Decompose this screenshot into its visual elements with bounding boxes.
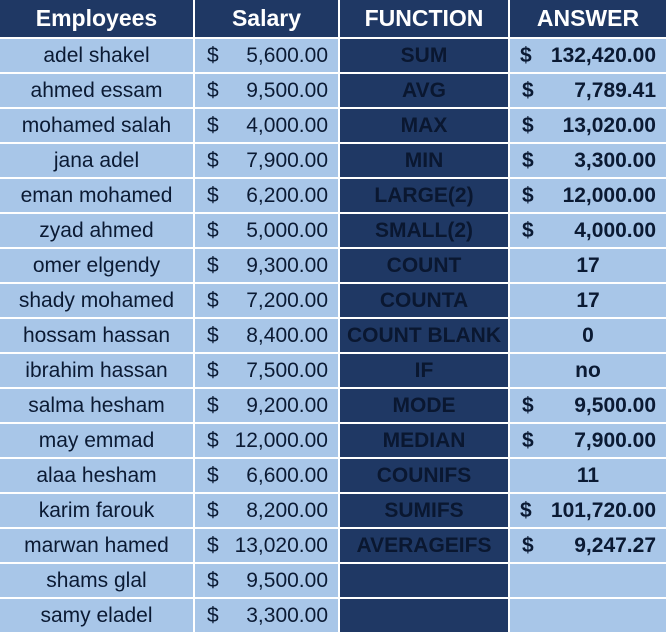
header-answer[interactable]: ANSWER xyxy=(510,0,668,39)
header-function[interactable]: FUNCTION xyxy=(340,0,510,39)
answer-value: 9,247.27 xyxy=(574,533,656,557)
salary-cell[interactable] xyxy=(195,144,340,179)
answer-cell[interactable] xyxy=(510,284,668,319)
employee-name-cell[interactable]: samy eladel xyxy=(0,599,195,634)
salary-cell[interactable] xyxy=(195,599,340,634)
header-salary[interactable]: Salary xyxy=(195,0,340,39)
salary-cell[interactable] xyxy=(195,179,340,214)
answer-value: 132,420.00 xyxy=(550,43,656,67)
answer-cell[interactable] xyxy=(510,74,668,109)
answer-cell[interactable] xyxy=(510,599,668,634)
salary-currency: $ xyxy=(207,358,219,382)
header-employees[interactable]: Employees xyxy=(0,0,195,39)
employee-name-cell[interactable]: shams glal xyxy=(0,564,195,599)
employee-name-cell[interactable]: hossam hassan xyxy=(0,319,195,354)
salary-currency: $ xyxy=(207,43,219,67)
employee-name-cell[interactable]: alaa hesham xyxy=(0,459,195,494)
answer-value: 12,000.00 xyxy=(562,183,656,207)
salary-value: 9,200.00 xyxy=(246,393,328,417)
answer-currency: $ xyxy=(522,113,534,137)
employee-name-cell[interactable]: zyad ahmed xyxy=(0,214,195,249)
salary-currency: $ xyxy=(207,323,219,347)
answer-cell[interactable] xyxy=(510,179,668,214)
answer-value: 7,789.41 xyxy=(574,78,656,102)
answer-cell[interactable] xyxy=(510,564,668,599)
answer-cell[interactable] xyxy=(510,389,668,424)
function-name-cell[interactable]: SUM xyxy=(340,39,510,74)
salary-value: 5,000.00 xyxy=(246,218,328,242)
salary-value: 6,600.00 xyxy=(246,463,328,487)
employee-name-cell[interactable]: omer elgendy xyxy=(0,249,195,284)
salary-cell[interactable] xyxy=(195,319,340,354)
salary-cell[interactable] xyxy=(195,284,340,319)
function-name-cell[interactable]: COUNT BLANK xyxy=(340,319,510,354)
salary-currency: $ xyxy=(207,603,219,627)
salary-value: 7,500.00 xyxy=(246,358,328,382)
salary-currency: $ xyxy=(207,218,219,242)
employee-name-cell[interactable]: jana adel xyxy=(0,144,195,179)
answer-value: 4,000.00 xyxy=(574,218,656,242)
salary-cell[interactable] xyxy=(195,459,340,494)
salary-cell[interactable] xyxy=(195,529,340,564)
answer-currency: $ xyxy=(520,43,532,67)
salary-cell[interactable] xyxy=(195,494,340,529)
salary-cell[interactable] xyxy=(195,249,340,284)
answer-currency: $ xyxy=(522,218,534,242)
salary-currency: $ xyxy=(207,148,219,172)
answer-currency: $ xyxy=(522,428,534,452)
employee-name-cell[interactable]: eman mohamed xyxy=(0,179,195,214)
answer-cell[interactable] xyxy=(510,494,668,529)
answer-cell[interactable] xyxy=(510,214,668,249)
answer-cell[interactable] xyxy=(510,249,668,284)
answer-cell[interactable] xyxy=(510,144,668,179)
salary-value: 7,900.00 xyxy=(246,148,328,172)
salary-cell[interactable] xyxy=(195,354,340,389)
function-name-cell[interactable]: SUMIFS xyxy=(340,494,510,529)
salary-currency: $ xyxy=(207,428,219,452)
salary-cell[interactable] xyxy=(195,109,340,144)
salary-value: 8,200.00 xyxy=(246,498,328,522)
employee-name-cell[interactable]: marwan hamed xyxy=(0,529,195,564)
salary-currency: $ xyxy=(207,533,219,557)
salary-cell[interactable] xyxy=(195,424,340,459)
employee-name-cell[interactable]: mohamed salah xyxy=(0,109,195,144)
salary-cell[interactable] xyxy=(195,39,340,74)
salary-currency: $ xyxy=(207,568,219,592)
salary-value: 12,000.00 xyxy=(234,428,328,452)
salary-currency: $ xyxy=(207,393,219,417)
salary-value: 5,600.00 xyxy=(246,43,328,67)
function-name-cell[interactable]: COUNTA xyxy=(340,284,510,319)
salary-value: 9,500.00 xyxy=(246,568,328,592)
answer-currency: $ xyxy=(522,533,534,557)
function-name-cell[interactable]: SMALL(2) xyxy=(340,214,510,249)
answer-cell[interactable] xyxy=(510,424,668,459)
salary-value: 4,000.00 xyxy=(246,113,328,137)
function-name-cell[interactable]: LARGE(2) xyxy=(340,179,510,214)
answer-currency: $ xyxy=(520,498,532,522)
function-name-cell[interactable] xyxy=(340,564,510,599)
answer-value: 17 xyxy=(576,253,600,277)
salary-cell[interactable] xyxy=(195,564,340,599)
salary-value: 9,500.00 xyxy=(246,78,328,102)
salary-currency: $ xyxy=(207,498,219,522)
salary-value: 3,300.00 xyxy=(246,603,328,627)
function-name-cell[interactable]: MEDIAN xyxy=(340,424,510,459)
function-name-cell[interactable]: AVG xyxy=(340,74,510,109)
employee-name-cell[interactable]: ibrahim hassan xyxy=(0,354,195,389)
answer-value: 0 xyxy=(582,323,594,347)
answer-currency: $ xyxy=(522,183,534,207)
employee-name-cell[interactable]: adel shakel xyxy=(0,39,195,74)
answer-value: 101,720.00 xyxy=(550,498,656,522)
salary-currency: $ xyxy=(207,78,219,102)
answer-value: 17 xyxy=(576,288,600,312)
answer-cell[interactable] xyxy=(510,39,668,74)
answer-currency: $ xyxy=(522,148,534,172)
salary-currency: $ xyxy=(207,113,219,137)
answer-value: 7,900.00 xyxy=(574,428,656,452)
function-name-cell[interactable]: IF xyxy=(340,354,510,389)
answer-cell[interactable] xyxy=(510,319,668,354)
function-name-cell[interactable]: MODE xyxy=(340,389,510,424)
answer-value: 11 xyxy=(576,463,600,487)
salary-value: 13,020.00 xyxy=(234,533,328,557)
answer-cell[interactable] xyxy=(510,529,668,564)
employee-name-cell[interactable]: karim farouk xyxy=(0,494,195,529)
answer-currency: $ xyxy=(522,78,534,102)
employee-name-cell[interactable]: may emmad xyxy=(0,424,195,459)
salary-value: 9,300.00 xyxy=(246,253,328,277)
salary-currency: $ xyxy=(207,463,219,487)
employee-name-cell[interactable]: shady mohamed xyxy=(0,284,195,319)
salary-cell[interactable] xyxy=(195,214,340,249)
salary-cell[interactable] xyxy=(195,74,340,109)
salary-currency: $ xyxy=(207,288,219,312)
answer-value: 3,300.00 xyxy=(574,148,656,172)
salary-currency: $ xyxy=(207,183,219,207)
function-name-cell[interactable]: COUNIFS xyxy=(340,459,510,494)
employee-name-cell[interactable]: salma hesham xyxy=(0,389,195,424)
answer-value: 9,500.00 xyxy=(574,393,656,417)
answer-cell[interactable] xyxy=(510,354,668,389)
answer-value: no xyxy=(575,358,601,382)
function-name-cell[interactable]: MIN xyxy=(340,144,510,179)
salary-cell[interactable] xyxy=(195,389,340,424)
salary-value: 6,200.00 xyxy=(246,183,328,207)
function-name-cell[interactable]: COUNT xyxy=(340,249,510,284)
salary-value: 7,200.00 xyxy=(246,288,328,312)
function-name-cell[interactable]: MAX xyxy=(340,109,510,144)
salary-value: 8,400.00 xyxy=(246,323,328,347)
employee-name-cell[interactable]: ahmed essam xyxy=(0,74,195,109)
answer-cell[interactable] xyxy=(510,459,668,494)
answer-currency: $ xyxy=(522,393,534,417)
answer-cell[interactable] xyxy=(510,109,668,144)
function-name-cell[interactable] xyxy=(340,599,510,634)
answer-value: 13,020.00 xyxy=(562,113,656,137)
function-name-cell[interactable]: AVERAGEIFS xyxy=(340,529,510,564)
salary-currency: $ xyxy=(207,253,219,277)
